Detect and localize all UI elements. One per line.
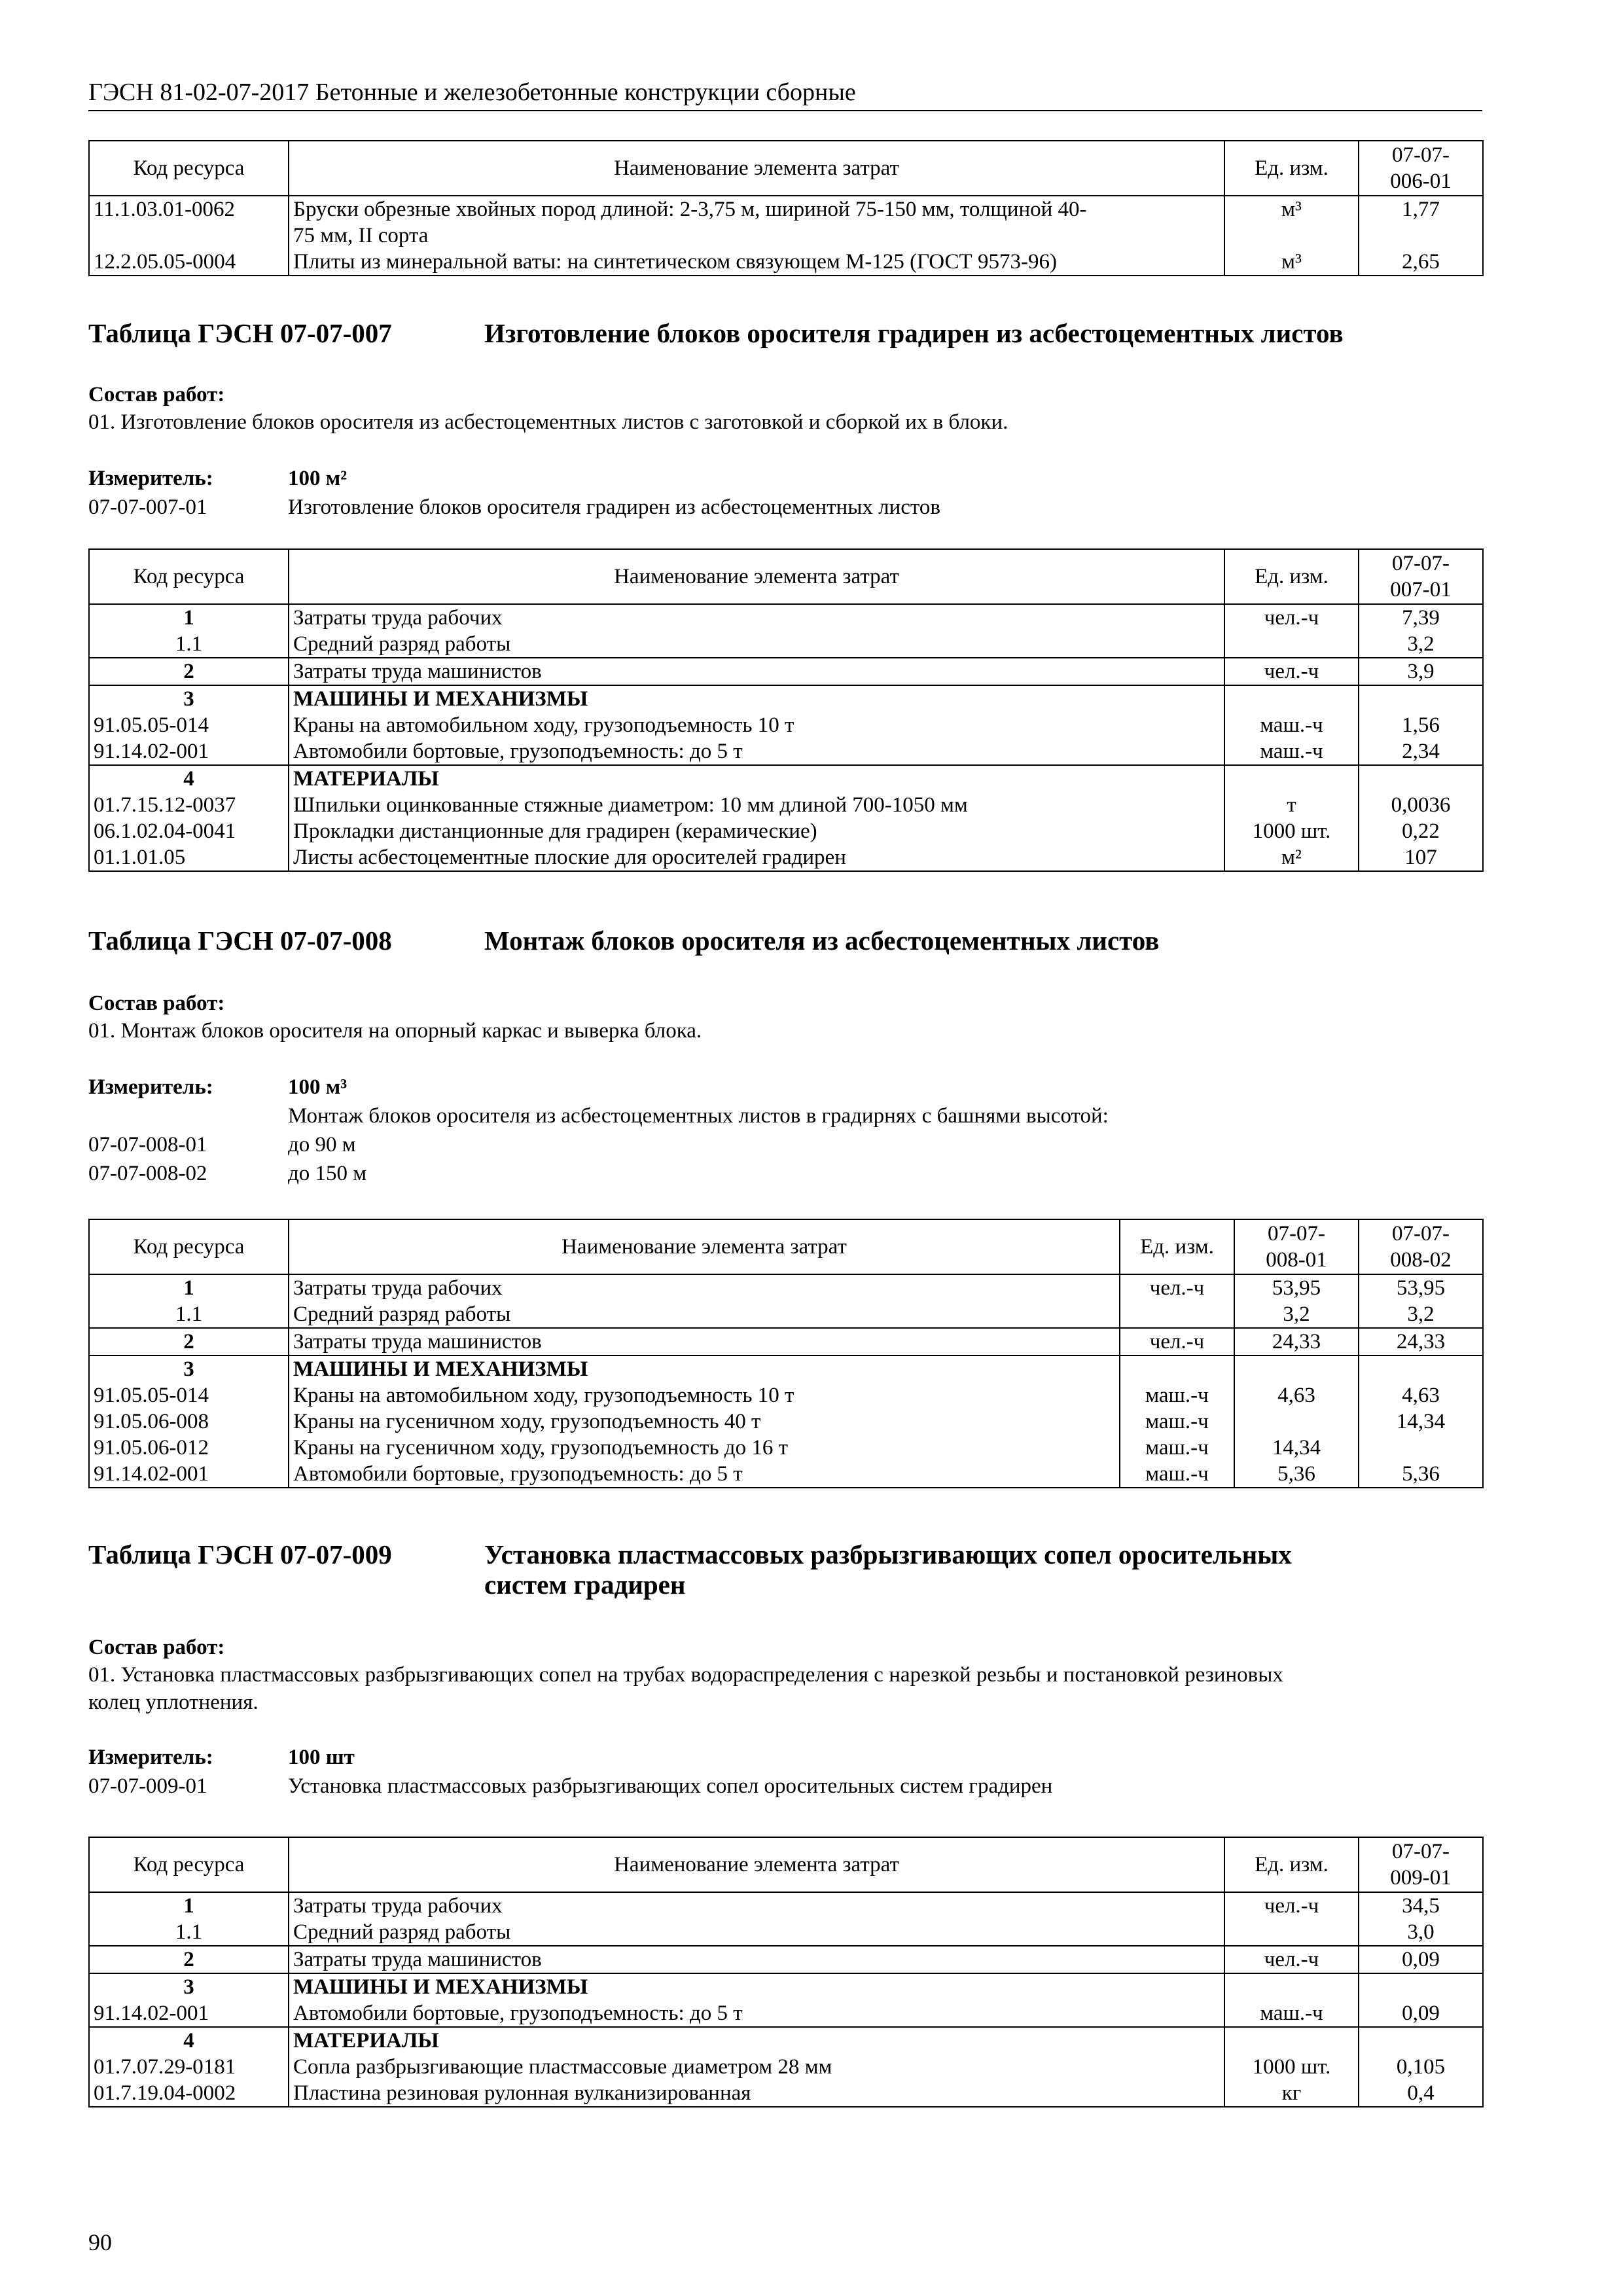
resource-value: 3,2 [1359,631,1483,658]
table-row [89,2054,1483,2080]
table-row [89,2027,1483,2054]
meter-label: Измеритель: [88,467,213,490]
norm-description: Изготовление блоков оросителя градирен из асбестоцементных листов [288,495,940,519]
resource-value: 0,22 [1359,818,1483,844]
resource-unit: чел.-ч [1224,604,1359,631]
norm-description: до 90 м [288,1133,356,1157]
resource-value: 53,95 [1359,1274,1483,1301]
table-row [89,818,1483,844]
resource-name: Затраты труда рабочих [289,1892,1224,1919]
rows-t2 [89,1274,1483,1488]
col-header-norm-1: 07-07- 008-01 [1234,1219,1359,1274]
meter-value: 100 м³ [288,1075,348,1099]
table-row [89,604,1483,631]
table-row [89,1382,1483,1408]
resource-value: 53,95 [1234,1274,1359,1301]
resource-code: 1 [89,1892,289,1919]
resource-code: 01.7.19.04-0002 [89,2080,289,2107]
resource-value: 3,2 [1234,1301,1359,1328]
resource-unit: чел.-ч [1224,658,1359,685]
resource-value [1234,1408,1359,1435]
resource-code: 3 [89,685,289,712]
norm-code: 07-07-007-01 [88,495,207,519]
table-row [89,1274,1483,1301]
resource-code: 2 [89,1328,289,1355]
resource-value: 34,5 [1359,1892,1483,1919]
table-row [89,1355,1483,1382]
norm-code: 07-07-009-01 [88,1774,207,1798]
col-header-code: Код ресурса [89,141,289,196]
norm-code: 07-07-008-02 [88,1162,207,1185]
resource-name: Затраты труда машинистов [289,658,1224,685]
col-header-norm: 07-07- 009-01 [1359,1837,1483,1892]
norm-code: 07-07-008-01 [88,1133,207,1157]
table-row [89,1328,1483,1355]
resource-name: Средний разряд работы [289,1301,1120,1328]
table-row [89,765,1483,792]
resource-value [1359,1355,1483,1382]
col-header-norm-2: 07-07- 008-02 [1359,1219,1483,1274]
resource-code: 01.7.07.29-0181 [89,2054,289,2080]
resource-value: 0,105 [1359,2054,1483,2080]
resource-name: Пластина резиновая рулонная вулканизированная [289,2080,1224,2107]
col-header-unit: Ед. изм. [1224,1837,1359,1892]
table-row [89,712,1483,738]
table-row [89,792,1483,818]
col-header-name: Наименование элемента затрат [289,141,1224,196]
resource-name: Краны на автомобильном ходу, грузоподъемность 10 т [289,1382,1120,1408]
resource-unit: м² [1224,844,1359,871]
resource-value: 107 [1359,844,1483,871]
resource-unit [1224,1919,1359,1946]
table-title-label: Таблица ГЭСН 07-07-008 [88,925,392,956]
resource-code: 4 [89,765,289,792]
table-title-text: Установка пластмассовых разбрызгивающих сопел оросительных [484,1539,1292,1570]
norm-description: до 150 м [288,1162,367,1185]
table-07-07-009 [88,1837,1484,2108]
resource-code: 1 [89,604,289,631]
resource-code: 91.05.06-008 [89,1408,289,1435]
table-row [89,738,1483,765]
work-text: 01. Монтаж блоков оросителя на опорный каркас и выверка блока. [88,1019,702,1043]
resource-name: Бруски обрезные хвойных пород длиной: 2-3,75 м, шириной 75-150 мм, толщиной 40- 75 мм, II сорта [289,196,1224,249]
resource-code: 91.05.06-012 [89,1435,289,1461]
table-title-label: Таблица ГЭСН 07-07-009 [88,1539,392,1570]
resource-code: 2 [89,1946,289,1973]
resource-value: 5,36 [1359,1461,1483,1488]
table-row [89,1461,1483,1488]
resource-unit: чел.-ч [1224,1946,1359,1973]
page-number: 90 [88,2229,112,2255]
resource-name: МАШИНЫ И МЕХАНИЗМЫ [289,1355,1120,1382]
resource-value: 3,2 [1359,1301,1483,1328]
resource-value: 14,34 [1359,1408,1483,1435]
col-header-name: Наименование элемента затрат [289,549,1224,604]
resource-name: Автомобили бортовые, грузоподъемность: до 5 т [289,1461,1120,1488]
table-row [89,1892,1483,1919]
meter-value: 100 м² [288,467,348,490]
resource-name: Плиты из минеральной ваты: на синтетическом связующем М-125 (ГОСТ 9573-96) [289,249,1224,276]
table-row [89,1919,1483,1946]
resource-unit [1224,765,1359,792]
running-header: ГЭСН 81-02-07-2017 Бетонные и железобетонные конструкции сборные [88,77,1482,111]
col-header-unit: Ед. изм. [1224,549,1359,604]
resource-value [1359,2027,1483,2054]
table-title-text: Монтаж блоков оросителя из асбестоцементных листов [484,925,1160,956]
col-header-norm: 07-07- 006-01 [1359,141,1483,196]
resource-unit: маш.-ч [1120,1408,1234,1435]
resource-unit: м³ [1224,196,1359,249]
resource-value: 0,09 [1359,2000,1483,2027]
table-row [89,1301,1483,1328]
resource-unit: чел.-ч [1120,1274,1234,1301]
col-header-code: Код ресурса [89,1219,289,1274]
norm-description: Установка пластмассовых разбрызгивающих сопел оросительных систем градирен [288,1774,1053,1798]
resource-unit [1224,2027,1359,2054]
table-row [89,685,1483,712]
resource-value: 3,9 [1359,658,1483,685]
resource-name: Шпильки оцинкованные стяжные диаметром: 10 мм длиной 700-1050 мм [289,792,1224,818]
resource-name: Краны на гусеничном ходу, грузоподъемность до 16 т [289,1435,1120,1461]
col-header-code: Код ресурса [89,1837,289,1892]
resource-name: Затраты труда машинистов [289,1328,1120,1355]
table-row [89,1946,1483,1973]
work-text: 01. Изготовление блоков оросителя из асбестоцементных листов с заготовкой и сборкой их в блоки. [88,410,1008,434]
table-row [89,658,1483,685]
resource-value: 4,63 [1359,1382,1483,1408]
resource-code: 1.1 [89,1301,289,1328]
resource-name: МАШИНЫ И МЕХАНИЗМЫ [289,1973,1224,2000]
resource-code: 11.1.03.01-0062 [89,196,289,249]
resource-code: 3 [89,1973,289,2000]
resource-value [1234,1355,1359,1382]
resource-code: 06.1.02.04-0041 [89,818,289,844]
resource-value: 24,33 [1359,1328,1483,1355]
resource-code: 91.14.02-001 [89,2000,289,2027]
resource-name: Средний разряд работы [289,1919,1224,1946]
resource-unit: чел.-ч [1224,1892,1359,1919]
resource-value: 0,09 [1359,1946,1483,1973]
resource-unit [1224,631,1359,658]
resource-code: 12.2.05.05-0004 [89,249,289,276]
resource-value [1359,765,1483,792]
table-title-text: Изготовление блоков оросителя градирен из асбестоцементных листов [484,318,1344,348]
resource-name: Затраты труда машинистов [289,1946,1224,1973]
resource-code: 1.1 [89,631,289,658]
resource-code: 4 [89,2027,289,2054]
work-label: Состав работ: [88,1636,225,1659]
table-row [89,1435,1483,1461]
resource-name: Краны на автомобильном ходу, грузоподъемность 10 т [289,712,1224,738]
resource-value: 4,63 [1234,1382,1359,1408]
resource-value [1359,1435,1483,1461]
resource-unit: чел.-ч [1120,1328,1234,1355]
resource-value: 2,34 [1359,738,1483,765]
col-header-code: Код ресурса [89,549,289,604]
table-07-07-007 [88,548,1484,872]
resource-name: МАТЕРИАЛЫ [289,765,1224,792]
resource-unit: 1000 шт. [1224,818,1359,844]
resource-name: Краны на гусеничном ходу, грузоподъемность 40 т [289,1408,1120,1435]
table-row [89,1973,1483,2000]
col-header-unit: Ед. изм. [1120,1219,1234,1274]
resource-code: 1 [89,1274,289,1301]
work-text: 01. Установка пластмассовых разбрызгивающих сопел на трубах водораспределения с нарезкой резьбы и постановкой резиновых [88,1663,1283,1687]
resource-name: Затраты труда рабочих [289,604,1224,631]
work-label: Состав работ: [88,992,225,1015]
table-row [89,2080,1483,2107]
resource-code: 3 [89,1355,289,1382]
resource-unit: маш.-ч [1120,1382,1234,1408]
table-row [89,196,1483,249]
table-row [89,249,1483,276]
resource-unit: маш.-ч [1224,2000,1359,2027]
resource-name: МАШИНЫ И МЕХАНИЗМЫ [289,685,1224,712]
resource-code: 2 [89,658,289,685]
resource-code: 91.14.02-001 [89,738,289,765]
work-label: Состав работ: [88,383,225,406]
meter-description: Монтаж блоков оросителя из асбестоцементных листов в градирнях с башнями высотой: [288,1104,1109,1128]
resource-code: 01.1.01.05 [89,844,289,871]
resource-unit: 1000 шт. [1224,2054,1359,2080]
table-07-07-008 [88,1219,1484,1488]
resource-value: 2,65 [1359,249,1483,276]
resource-value: 1,77 [1359,196,1483,249]
meter-label: Измеритель: [88,1746,213,1769]
col-header-name: Наименование элемента затрат [289,1219,1120,1274]
meter-label: Измеритель: [88,1075,213,1099]
resource-name: Сопла разбрызгивающие пластмассовые диаметром 28 мм [289,2054,1224,2080]
resource-value [1359,685,1483,712]
resource-value: 0,0036 [1359,792,1483,818]
resource-unit [1224,1973,1359,2000]
resource-unit: м³ [1224,249,1359,276]
col-header-norm: 07-07- 007-01 [1359,549,1483,604]
table-row [89,844,1483,871]
table-title-text-line2: систем градирен [484,1570,686,1600]
resource-code: 91.05.05-014 [89,712,289,738]
rows-t1 [89,604,1483,871]
resource-value [1359,1973,1483,2000]
resource-name: Листы асбестоцементные плоские для оросителей градирен [289,844,1224,871]
table-row [89,1408,1483,1435]
rows-t3 [89,1892,1483,2107]
table-row [89,2000,1483,2027]
resource-name: Затраты труда рабочих [289,1274,1120,1301]
resource-unit [1120,1355,1234,1382]
resource-unit: маш.-ч [1224,738,1359,765]
resource-unit: маш.-ч [1120,1461,1234,1488]
resource-code: 91.14.02-001 [89,1461,289,1488]
resource-code: 1.1 [89,1919,289,1946]
resource-unit [1120,1301,1234,1328]
resource-name: Средний разряд работы [289,631,1224,658]
table-title-label: Таблица ГЭСН 07-07-007 [88,318,392,348]
resource-value: 3,0 [1359,1919,1483,1946]
resource-value: 5,36 [1234,1461,1359,1488]
resource-name: Автомобили бортовые, грузоподъемность: до 5 т [289,738,1224,765]
resource-name: Прокладки дистанционные для градирен (керамические) [289,818,1224,844]
resource-unit: т [1224,792,1359,818]
resource-value: 24,33 [1234,1328,1359,1355]
table-continuation [88,140,1484,276]
resource-unit: маш.-ч [1224,712,1359,738]
resource-value: 7,39 [1359,604,1483,631]
col-header-unit: Ед. изм. [1224,141,1359,196]
col-header-name: Наименование элемента затрат [289,1837,1224,1892]
meter-value: 100 шт [288,1746,355,1769]
resource-unit: маш.-ч [1120,1435,1234,1461]
resource-value: 0,4 [1359,2080,1483,2107]
table-row [89,631,1483,658]
resource-unit: кг [1224,2080,1359,2107]
resource-value: 14,34 [1234,1435,1359,1461]
resource-value: 1,56 [1359,712,1483,738]
resource-code: 01.7.15.12-0037 [89,792,289,818]
work-text-line2: колец уплотнения. [88,1691,259,1714]
resource-name: Автомобили бортовые, грузоподъемность: до 5 т [289,2000,1224,2027]
resource-name: МАТЕРИАЛЫ [289,2027,1224,2054]
resource-unit [1224,685,1359,712]
resource-code: 91.05.05-014 [89,1382,289,1408]
